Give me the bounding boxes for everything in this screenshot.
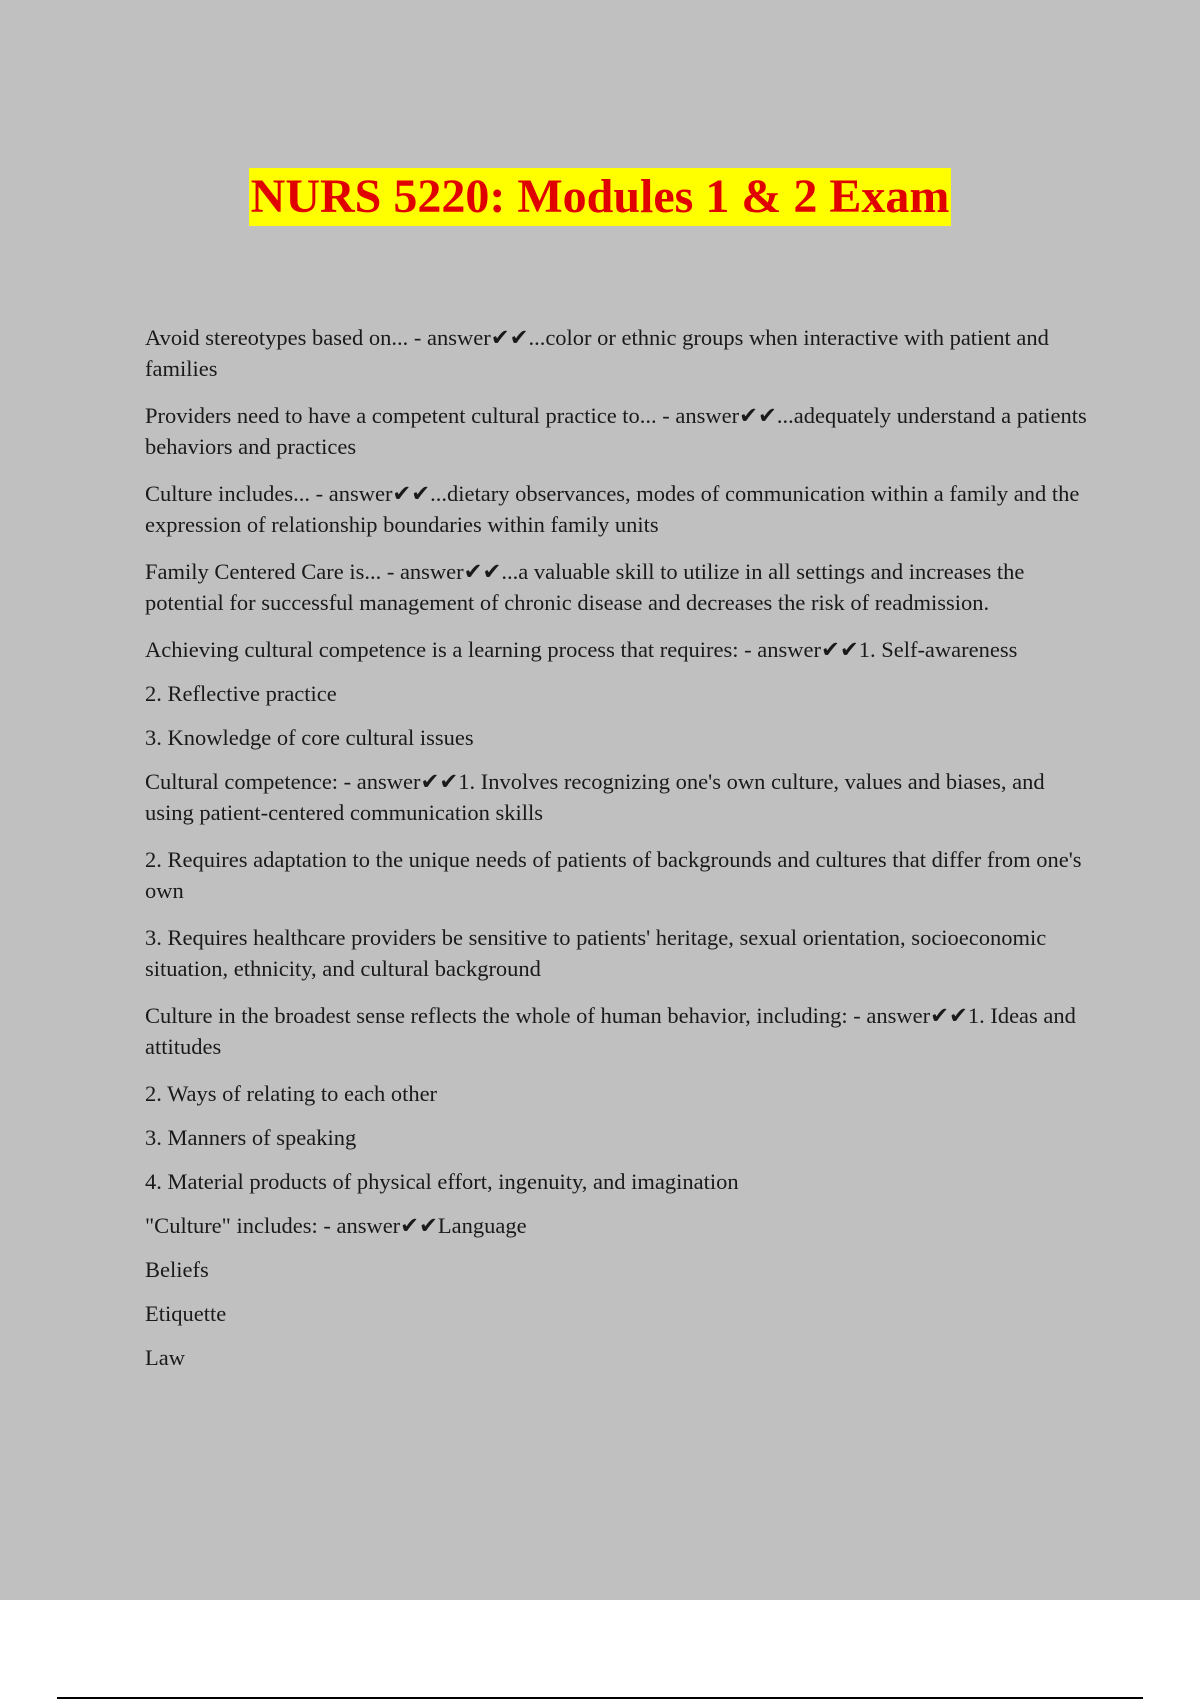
document-title: NURS 5220: Modules 1 & 2 Exam — [249, 168, 952, 226]
list-item: 3. Knowledge of core cultural issues — [145, 725, 474, 750]
page-divider — [57, 1697, 1143, 1699]
qa-paragraph: Family Centered Care is... - answer✔✔...a valuable skill to utilize in all settings and increases the potential for successful management of chronic disease and decreases the risk of readmission. — [145, 559, 1025, 615]
list-item: 3. Manners of speaking — [145, 1125, 357, 1150]
qa-paragraph: "Culture" includes: - answer✔✔Language — [145, 1213, 527, 1238]
qa-paragraph: Culture includes... - answer✔✔...dietary observances, modes of communication within a family and the expression of relationship boundaries within family units — [145, 481, 1080, 537]
list-item: 2. Reflective practice — [145, 681, 337, 706]
qa-paragraph: Culture in the broadest sense reflects the whole of human behavior, including: - answer✔✔1. Ideas and attitudes — [145, 1003, 1076, 1059]
list-item: Law — [145, 1345, 185, 1370]
qa-paragraph: Providers need to have a competent cultural practice to... - answer✔✔...adequately understand a patients behaviors and practices — [145, 403, 1087, 459]
title-container — [0, 168, 1200, 226]
list-item: 2. Ways of relating to each other — [145, 1081, 438, 1106]
list-item: Etiquette — [145, 1301, 227, 1326]
qa-paragraph: Cultural competence: - answer✔✔1. Involves recognizing one's own culture, values and biases, and using patient-centered communication skills — [145, 769, 1045, 825]
list-item: 3. Requires healthcare providers be sensitive to patients' heritage, sexual orientation, socioeconomic situation, ethnicity, and cultural background — [145, 925, 1047, 981]
list-item: 2. Requires adaptation to the unique needs of patients of backgrounds and cultures that differ from one's own — [145, 847, 1082, 903]
list-item: 4. Material products of physical effort, ingenuity, and imagination — [145, 1169, 739, 1194]
document-body — [145, 322, 1095, 1386]
qa-paragraph: Achieving cultural competence is a learning process that requires: - answer✔✔1. Self-awareness — [145, 637, 1018, 662]
qa-paragraph: Avoid stereotypes based on... - answer✔✔...color or ethnic groups when interactive with patient and families — [145, 325, 1049, 381]
list-item: Beliefs — [145, 1257, 209, 1282]
